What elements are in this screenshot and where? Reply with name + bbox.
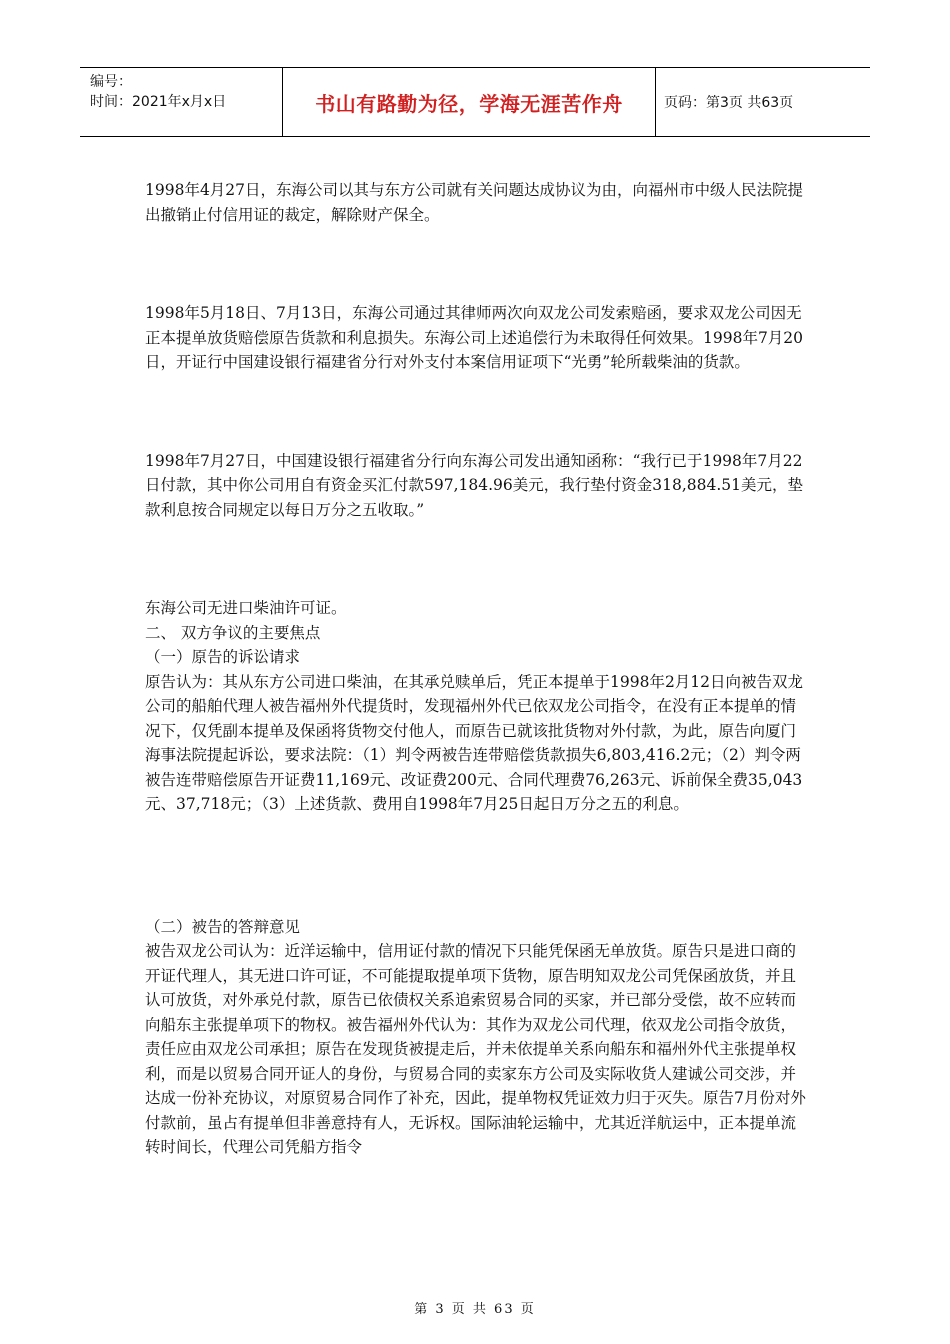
paragraph: 1998年7月27日，中国建设银行福建省分行向东海公司发出通知函称：“我行已于1998年7月22日付款，其中你公司用自有资金买汇付款597,184.96美元，我行垫付资金318,884.51美元，垫款利息按合同规定以每日万分之五收取。”	[145, 451, 803, 519]
subsection-heading: （一）原告的诉讼请求	[145, 648, 301, 666]
header-page-info: 页码：第3页 共63页	[664, 95, 794, 111]
header-meta	[80, 68, 283, 136]
section-heading: 二、 双方争议的主要焦点	[145, 623, 321, 642]
document-date: 时间：2021年x月x日	[90, 94, 227, 110]
document-body	[145, 178, 810, 1160]
paragraph: 1998年5月18日、7月13日，东海公司通过其律师两次向双龙公司发索赔函，要求双龙公司因无正本提单放货赔偿原告货款和利息损失。东海公司上述追偿行为未取得任何效果。1998年7月20日，开证行中国建设银行福建省分行对外支付本案信用证项下“光勇”轮所载柴油的货款。	[145, 304, 804, 371]
paragraph: 原告认为：其从东方公司进口柴油，在其承兑赎单后，凭正本提单于1998年2月12日向被告双龙公司的船舶代理人被告福州外代提货时，发现福州外代已依双龙公司指令，在没有正本提单的情况下，仅凭副本提单及保函将货物交付他人，而原告已就该批货物对外付款，为此，原告向厦门海事法院提起诉讼，要求法院：（1）判令两被告连带赔偿货款损失6,803,416.2元；（2）判令两被告连带赔偿原告开证费11,169元、改证费200元、合同代理费76,263元、诉前保全费35,043元、37,718元；（3）上述货款、费用自1998年7月25日起日万分之五的利息。	[145, 672, 804, 813]
paragraph: 东海公司无进口柴油许可证。	[145, 599, 347, 617]
paragraph: 1998年4月27日，东海公司以其与东方公司就有关问题达成协议为由，向福州市中级人民法院提出撤销止付信用证的裁定，解除财产保全。	[145, 181, 804, 224]
subsection-heading: （二）被告的答辩意见	[145, 917, 301, 936]
paragraph: 被告双龙公司认为：近洋运输中，信用证付款的情况下只能凭保函无单放货。原告只是进口商的开证代理人，其无进口许可证，不可能提取提单项下货物，原告明知双龙公司凭保函放货，并且认可放货，对外承兑付款，原告已依债权关系追索贸易合同的买家，并已部分受偿，故不应转而向船东主张提单项下的物权。被告福州外代认为：其作为双龙公司代理，依双龙公司指令放货，责任应由双龙公司承担；原告在发现货被提走后，并未依提单关系向船东和福州外代主张提单权利，而是以贸易合同开证人的身份，与贸易合同的卖家东方公司及实际收货人建诚公司交涉，并达成一份补充协议，对原贸易合同作了补充，因此，提单物权凭证效力归于灭失。原告7月份对外付款前，虽占有提单但非善意持有人，无诉权。国际油轮运输中，尤其近洋航运中，正本提单流转时间长，代理公司凭船方指令	[145, 942, 806, 1156]
page-header	[80, 67, 870, 137]
document-number-label: 编号：	[90, 74, 132, 90]
header-motto: 书山有路勤为径，学海无涯苦作舟	[283, 68, 656, 136]
page-footer: 第 3 页 共 63 页	[414, 1302, 536, 1317]
